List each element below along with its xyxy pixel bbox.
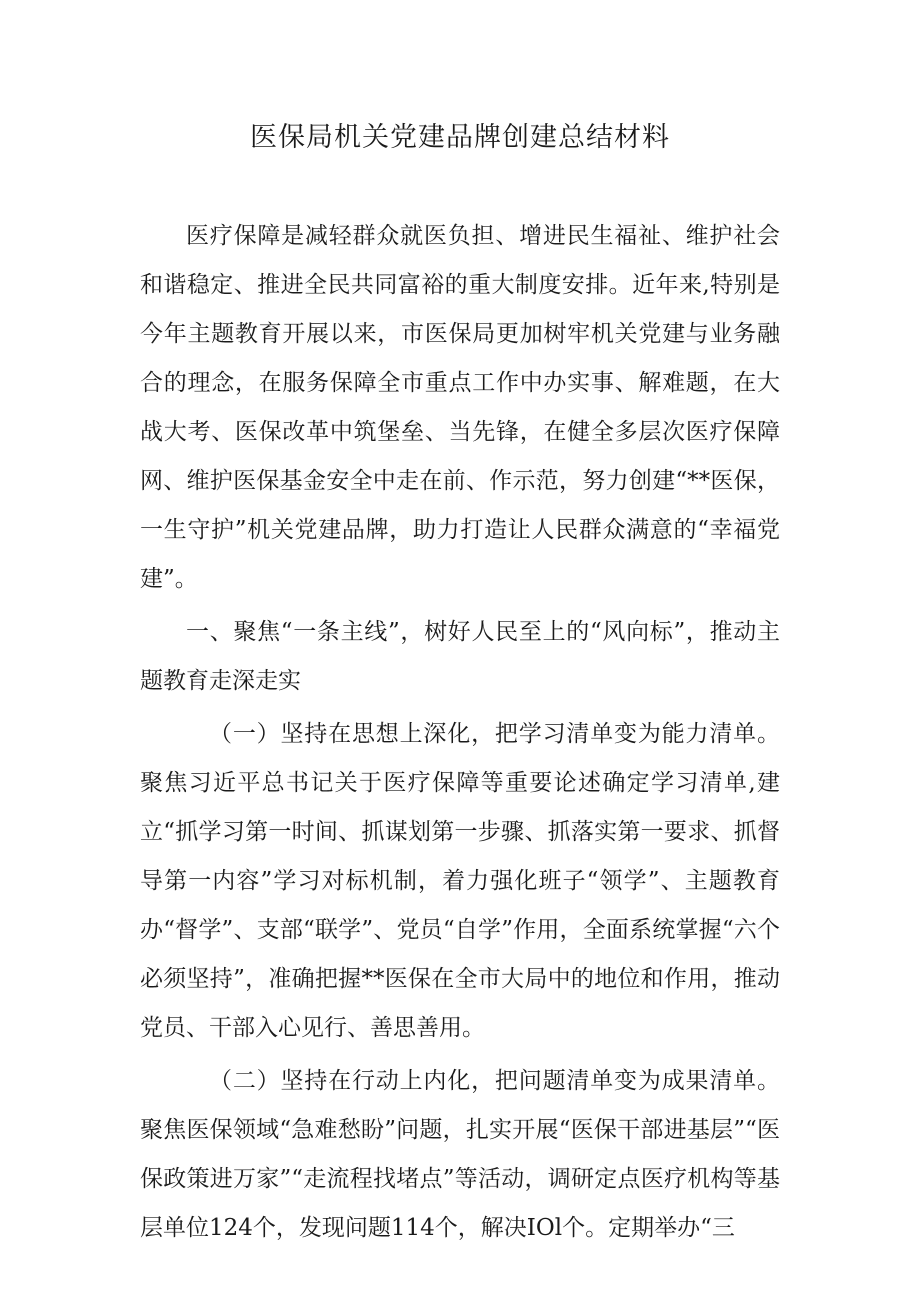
section-heading-1: 一、聚焦“一条主线”，树好人民至上的“风向标”，推动主题教育走深走实 xyxy=(140,619,780,694)
subsection-paragraph-2: （二）坚持在行动上内化，把问题清单变为成果清单。聚焦医保领域“急难愁盼”问题，扎实开展“医保干部进基层”“医保政策进万家”“走流程找堵点”等活动，调研定点医疗机构等基层单位124个，发现问题114个，解决IOl个。定期举办“三 xyxy=(140,1068,780,1241)
document-title: 医保局机关党建品牌创建总结材料 xyxy=(250,122,670,153)
subsection-paragraph-1: （一）坚持在思想上深化，把学习清单变为能力清单。聚焦习近平总书记关于医疗保障等重要论述确定学习清单,建立“抓学习第一时间、抓谋划第一步骤、抓落实第一要求、抓督导第一内容”学习对标机制，着力强化班子“领学”、主题教育办“督学”、支部“联学”、党员“自学”作用，全面系统掌握“六个必须坚持”，准确把握**医保在全市大局中的地位和作用，推动党员、干部入心见行、善思善用。 xyxy=(140,721,780,1041)
document-body xyxy=(140,212,780,1253)
intro-paragraph: 医疗保障是减轻群众就医负担、增进民生福祉、维护社会和谐稳定、推进全民共同富裕的重大制度安排。近年来,特别是今年主题教育开展以来，市医保局更加树牢机关党建与业务融合的理念，在服务保障全市重点工作中办实事、解难题，在大战大考、医保改革中筑堡垒、当先锋，在健全多层次医疗保障网、维护医保基金安全中走在前、作示范，努力创建“**医保，一生守护”机关党建品牌，助力打造让人民群众满意的“幸福党建”。 xyxy=(140,223,780,592)
